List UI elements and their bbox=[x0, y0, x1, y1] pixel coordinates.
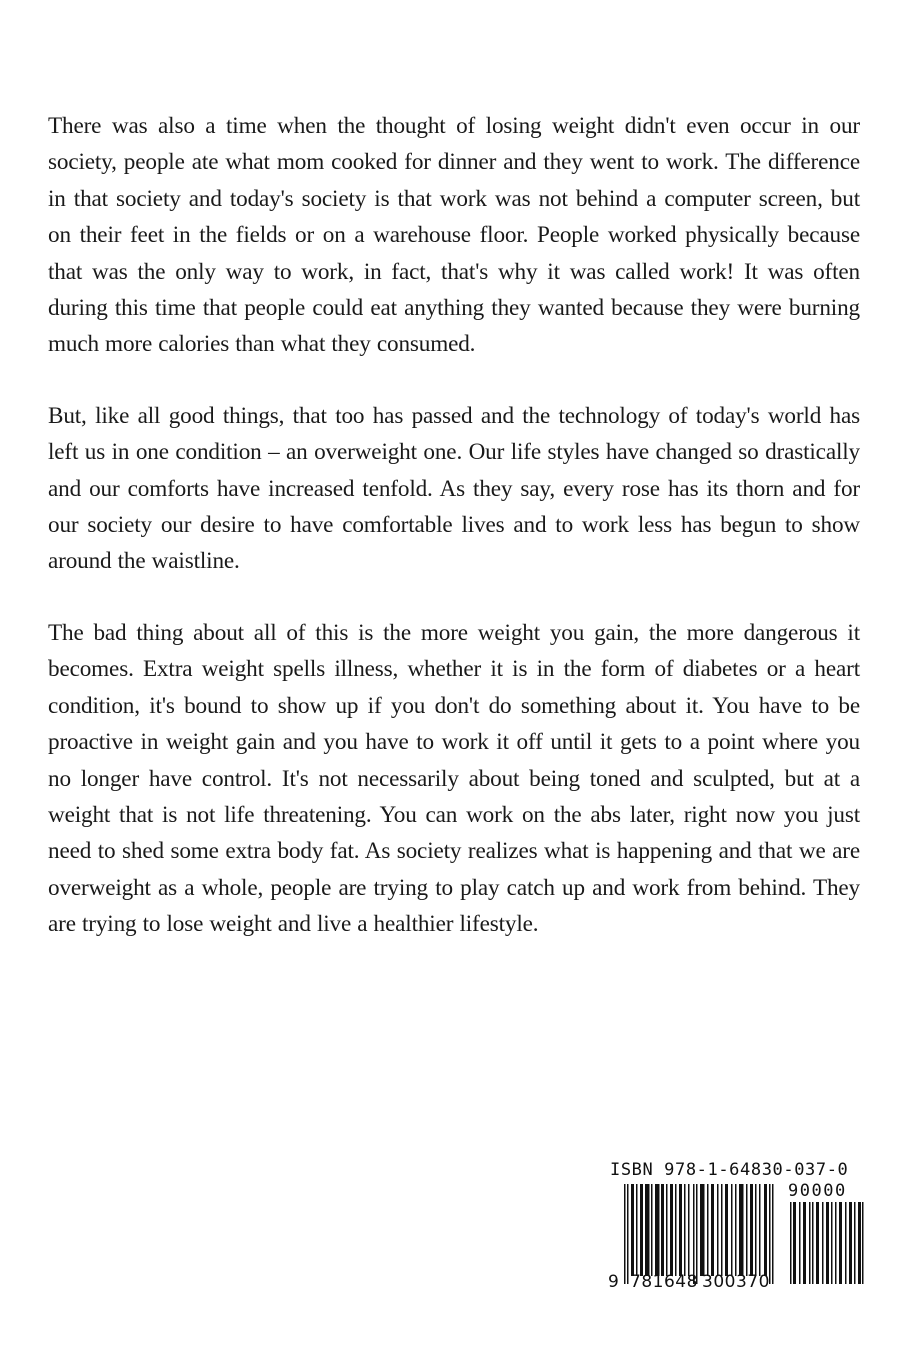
ean13-digits bbox=[608, 1272, 770, 1292]
price-code: 90000 bbox=[788, 1181, 847, 1201]
paragraph-1: There was also a time when the thought of losing weight didn't even occur in our society, people ate what mom cooked for dinner and they went to work. The difference in that society and today's society is that work was not behind a computer screen, but on their feet in the fields or on a warehouse floor. People worked physically because that was the only way to work, in fact, that's why it was called work! It was often during this time that people could eat anything they wanted because they were burning much more calories than what they consumed. bbox=[48, 113, 860, 358]
isbn-barcode bbox=[608, 1160, 858, 1300]
paragraph-3: The bad thing about all of this is the more weight you gain, the more dangerous it becomes. Extra weight spells illness, whether it is in the form of diabetes or a heart condition, it's bound to show up if you don't do something about it. You have to be proactive in weight gain and you have to work it off until it gets to a point where you no longer have control. It's not necessarily about being toned and sculpted, but at a weight that is not life threatening. You can work on the abs later, right now you just need to shed some extra body fat. As society realizes what is happening and that we are overweight as a whole, people are trying to play catch up and work from behind. They are trying to lose weight and live a healthier lifestyle. bbox=[48, 619, 860, 938]
ean13-bars bbox=[624, 1184, 774, 1284]
paragraph-2: But, like all good things, that too has passed and the technology of today's world has left us in one condition – an overweight one. Our life styles have changed so drastically and our comforts have increased tenfold. As they say, every rose has its thorn and for our society our desire to have comfortable lives and to work less has begun to show around the waistline. bbox=[48, 402, 860, 575]
isbn-label: ISBN 978-1-64830-037-0 bbox=[610, 1160, 849, 1180]
ean-first-digit: 9 bbox=[608, 1272, 619, 1292]
price-addon-bars bbox=[790, 1202, 864, 1284]
ean-left-group: 781648 bbox=[630, 1272, 698, 1292]
ean-right-group: 300370 bbox=[702, 1272, 770, 1292]
back-cover-text bbox=[48, 108, 860, 978]
